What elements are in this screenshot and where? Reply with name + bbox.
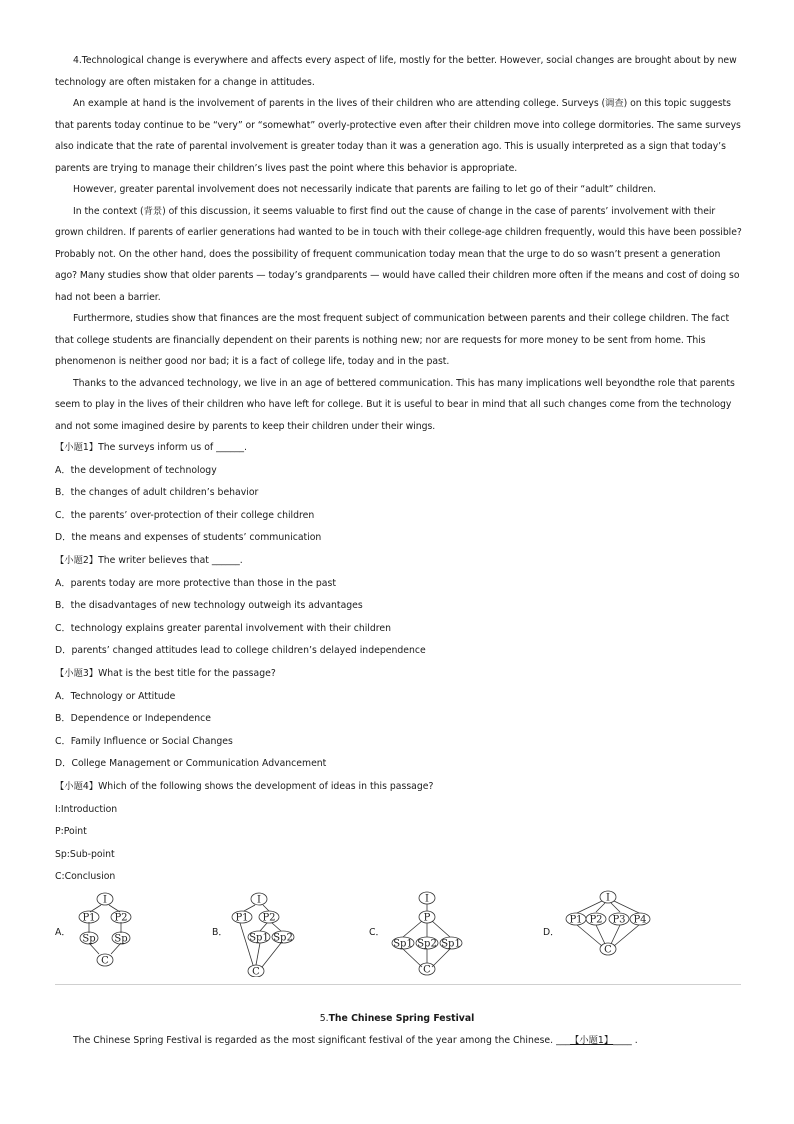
paragraph-1: An example at hand is the involvement of parents in the lives of their children who are attending college. Surveys (调查) on this topic suggests that parents today continue to be “very” or “somewhat” overly-protective even after their children move into college dormitories. The same surveys also indicate that the rate of parental involvement is greater today than it was a generation ago. This is usually interpreted as a sign that today’s parents are trying to manage their children’s lives past the point where this behavior is appropriate. [55,98,741,174]
legend-point: P:Point [55,826,87,838]
diagram-b [227,889,299,977]
node-sp1: Sp1 [441,938,461,950]
option-d: D．the means and expenses of students’ communication [55,532,322,544]
question-4 [55,776,745,889]
option-c: C．Family Influence or Social Changes [55,735,233,747]
paragraph-3: In the context (背景) of this discussion, it seems valuable to first find out the cause of change in the case of parents’ involvement with their grown children. If parents of earlier generations had wanted to be in touch with their college-age children frequently, would this have been possible? Probably not. On the other hand, does the possibility of frequent communication today mean that the urge to do so wasn’t present a generation ago? Many studies show that older parents — today’s grandparents — would have called their children more often if the means and cost of doing so had not been a barrier. [55,205,742,303]
node-p2: P2 [114,912,128,924]
paragraph-2: However, greater parental involvement does not necessarily indicate that parents are failing to let go of their “adult” children. [73,184,657,195]
question-2 [55,550,745,663]
diagram-d-label: D． [543,926,560,938]
paragraph-4: Furthermore, studies show that finances are the most frequent subject of communication between parents and their college children. The fact that college students are financially dependent on their parents is nothing new; nor are requests for more money to be sent from home. This phenomenon is neither good nor bad; it is a fact of college life, today and in the past. [55,313,730,367]
node-c: C [423,964,431,976]
node-p1: P1 [569,914,583,926]
node-p1: P1 [235,912,249,924]
diagram-b-label: B． [212,926,228,938]
passage-4 [55,50,745,979]
node-sp: Sp [114,933,128,945]
diagram-c-label: C． [369,926,385,938]
passage-intro: 4.Technological change is everywhere and affects every aspect of life, mostly for the better. However, social changes are brought about by new technology are often mistaken for a change in attitudes. [55,55,737,88]
diagram-a [75,889,135,977]
passage-5-first-line [73,1033,638,1049]
section-divider [55,984,741,985]
passage-5-title [0,1013,794,1024]
node-p2: P2 [262,912,276,924]
passage-5-title-text: The Chinese Spring Festival [328,1013,475,1024]
option-d: D．College Management or Communication Advancement [55,758,327,770]
node-sp: Sp [82,933,96,945]
node-p1: P1 [82,912,96,924]
passage-5-sentence: The Chinese Spring Festival is regarded as the most significant festival of the year among the Chinese. [73,1035,554,1046]
diagram-d [563,889,655,961]
question-stem: 【小题3】What is the best title for the passage? [55,667,276,679]
blank-underline-before: ___ [556,1035,571,1046]
node-sp1: Sp1 [249,932,269,944]
node-p2: P2 [589,914,603,926]
legend-conclusion: C:Conclusion [55,871,116,883]
node-p3: P3 [612,914,626,926]
option-a: A．parents today are more protective than those in the past [55,577,336,589]
diagram-c [391,889,467,981]
paragraph-5: Thanks to the advanced technology, we live in an age of bettered communication. This has many implications well beyondthe role that parents seem to play in the lives of their children who have left for college. But it is useful to bear in mind that all such changes come from the technology and not some imagined desire by parents to keep their children under their wings. [55,377,735,432]
node-sp1: Sp1 [393,938,413,950]
question-3 [55,663,745,776]
question-1 [55,437,745,550]
node-p4: P4 [633,914,647,926]
blank-underline-after: ____ . [613,1035,638,1046]
node-sp2: Sp2 [417,938,437,950]
node-i: I [425,893,429,905]
option-c: C．technology explains greater parental involvement with their children [55,622,392,634]
node-sp2: Sp2 [273,932,293,944]
option-a: A．Technology or Attitude [55,690,176,702]
legend-introduction: I:Introduction [55,803,118,815]
diagram-a-label: A． [55,926,71,938]
option-b: B．the changes of adult children’s behavior [55,487,259,499]
option-b: B．the disadvantages of new technology outweigh its advantages [55,600,363,612]
node-i: I [103,894,107,906]
node-i: I [606,892,610,904]
node-c: C [604,944,612,956]
question-stem: 【小题1】The surveys inform us of ______. [55,442,247,453]
node-p: P [423,912,431,924]
structure-diagrams [55,889,745,979]
blank-question-tag: 【小题1】 [570,1035,614,1046]
node-i: I [257,894,261,906]
passage-5-number: 5. [319,1013,329,1024]
question-stem: 【小题2】The writer believes that ______. [55,554,243,566]
option-c: C．the parents’ over-protection of their college children [55,509,315,521]
option-d: D．parents’ changed attitudes lead to college children’s delayed independence [55,645,426,657]
legend-sub-point: Sp:Sub-point [55,848,115,860]
question-stem: 【小题4】Which of the following shows the development of ideas in this passage? [55,780,434,792]
option-a: A．the development of technology [55,464,217,476]
node-c: C [101,955,109,967]
option-b: B．Dependence or Independence [55,713,211,725]
node-c: C [252,966,260,977]
